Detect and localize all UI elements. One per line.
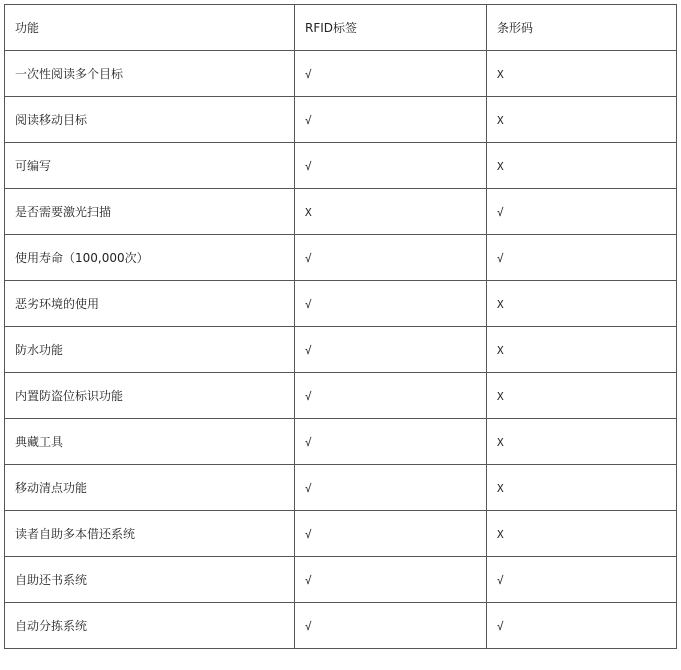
support-mark: √ — [305, 527, 312, 541]
support-mark: √ — [497, 573, 504, 587]
cell-barcode — [487, 557, 677, 603]
support-mark: √ — [497, 619, 504, 633]
cell-barcode — [487, 189, 677, 235]
feature-label: 自动分拣系统 — [15, 619, 88, 633]
support-mark: √ — [305, 389, 312, 403]
table-row — [5, 97, 677, 143]
cell-barcode — [487, 281, 677, 327]
table-row — [5, 189, 677, 235]
cell-barcode — [487, 511, 677, 557]
support-mark: √ — [305, 481, 312, 495]
cell-barcode — [487, 327, 677, 373]
table-header-row — [5, 5, 677, 51]
support-mark: X — [497, 159, 504, 173]
cell-feature — [5, 557, 295, 603]
cell-feature — [5, 235, 295, 281]
support-mark: X — [497, 435, 504, 449]
support-mark: √ — [497, 251, 504, 265]
support-mark: √ — [305, 573, 312, 587]
support-mark: X — [497, 389, 504, 403]
comparison-table-body — [5, 5, 677, 649]
support-mark: X — [497, 297, 504, 311]
cell-rfid — [295, 281, 487, 327]
cell-feature — [5, 465, 295, 511]
table-row — [5, 373, 677, 419]
feature-label: 自助还书系统 — [15, 573, 88, 587]
cell-rfid — [295, 419, 487, 465]
cell-feature — [5, 373, 295, 419]
support-mark: √ — [305, 435, 312, 449]
support-mark: X — [497, 343, 504, 357]
cell-barcode — [487, 51, 677, 97]
cell-rfid — [295, 189, 487, 235]
cell-barcode — [487, 97, 677, 143]
cell-rfid — [295, 97, 487, 143]
cell-rfid — [295, 51, 487, 97]
cell-feature — [5, 511, 295, 557]
header-rfid: RFID标签 — [295, 5, 487, 51]
header-feature: 功能 — [5, 5, 295, 51]
table-row — [5, 511, 677, 557]
cell-rfid — [295, 603, 487, 649]
support-mark: √ — [305, 159, 312, 173]
cell-rfid — [295, 327, 487, 373]
feature-label: 移动清点功能 — [15, 481, 88, 495]
header-barcode: 条形码 — [487, 5, 677, 51]
cell-rfid — [295, 143, 487, 189]
table-row — [5, 281, 677, 327]
cell-feature — [5, 51, 295, 97]
comparison-table — [4, 4, 677, 649]
cell-barcode — [487, 143, 677, 189]
table-row — [5, 465, 677, 511]
feature-label: 一次性阅读多个目标 — [15, 67, 124, 81]
feature-label: 读者自助多本借还系统 — [15, 527, 136, 541]
support-mark: X — [497, 67, 504, 81]
cell-feature — [5, 419, 295, 465]
cell-feature — [5, 327, 295, 373]
support-mark: X — [497, 113, 504, 127]
table-row — [5, 419, 677, 465]
support-mark: √ — [497, 205, 504, 219]
feature-label: 典藏工具 — [15, 435, 64, 449]
cell-barcode — [487, 235, 677, 281]
cell-barcode — [487, 465, 677, 511]
table-row — [5, 327, 677, 373]
support-mark: √ — [305, 251, 312, 265]
support-mark: √ — [305, 67, 312, 81]
support-mark: X — [497, 527, 504, 541]
table-row — [5, 603, 677, 649]
feature-label: 是否需要激光扫描 — [15, 205, 112, 219]
table-row — [5, 51, 677, 97]
table-row — [5, 235, 677, 281]
table-row — [5, 143, 677, 189]
feature-label: 阅读移动目标 — [15, 113, 88, 127]
cell-rfid — [295, 511, 487, 557]
table-row — [5, 557, 677, 603]
support-mark: √ — [305, 113, 312, 127]
feature-label: 内置防盗位标识功能 — [15, 389, 124, 403]
support-mark: X — [305, 205, 312, 219]
cell-feature — [5, 281, 295, 327]
feature-label: 使用寿命（100,000次） — [15, 251, 149, 265]
cell-feature — [5, 143, 295, 189]
cell-rfid — [295, 235, 487, 281]
support-mark: √ — [305, 619, 312, 633]
feature-label: 防水功能 — [15, 343, 64, 357]
cell-feature — [5, 603, 295, 649]
support-mark: √ — [305, 297, 312, 311]
cell-barcode — [487, 603, 677, 649]
cell-rfid — [295, 465, 487, 511]
cell-rfid — [295, 373, 487, 419]
cell-feature — [5, 189, 295, 235]
support-mark: √ — [305, 343, 312, 357]
feature-label: 可编写 — [15, 159, 52, 173]
cell-barcode — [487, 373, 677, 419]
feature-label: 恶劣环境的使用 — [15, 297, 100, 311]
cell-rfid — [295, 557, 487, 603]
cell-feature — [5, 97, 295, 143]
support-mark: X — [497, 481, 504, 495]
cell-barcode — [487, 419, 677, 465]
